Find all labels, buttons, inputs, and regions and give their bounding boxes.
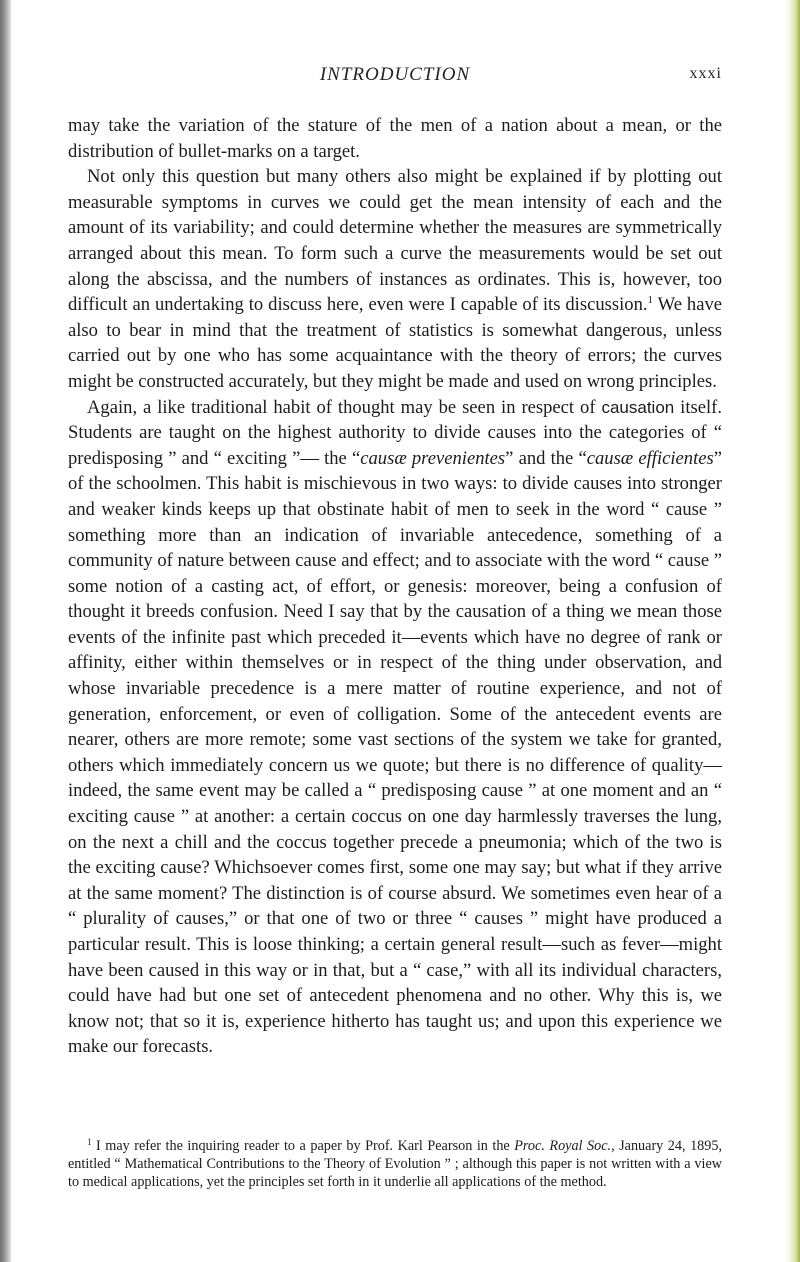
running-title: INTRODUCTION [319, 64, 471, 85]
footnote-reference: 1 [647, 294, 654, 307]
paragraph: Again, a like traditional habit of thought may be seen in respect of causation itself. Students are taught on the highest authority to divide causes into the categories of “ predisposing ” and “ exciting ”— the “causæ prevenientes” and the “causæ efficientes” of the schoolmen. This habit is mischievous in two ways: to divide causes into stronger and weaker kinds keeps up that obstinate habit of men to seek in the word “ cause ” something more than an indication of invariable antecedence, something of a community of nature between cause and effect; and to associate with the word “ cause ” some notion of a casting act, of effort, or genesis: moreover, being a confusion of thought it breeds confusion. Need I say that by the causation of a thing we mean those events of the infinite past which preceded it—events which have no degree of rank or affinity, either within themselves or in respect of the thing under observation, and whose invariable precedence is a mere matter of routine experience, and not of generation, enforcement, or even of colligation. Some of the antecedent events are nearer, others are more remote; some vast sections of the system we take for granted, others which immediately concern us we quote; but there is no difference of quality—indeed, the same event may be called a “ predisposing cause ” at one moment and an “ exciting cause ” at another: a certain coccus on one day harmlessly traverses the lung, on the next a chill and the coccus together precede a pneumonia; which of the two is the exciting cause? Whichsoever comes first, some one may say; but what if they arrive at the same moment? The distinction is of course absurd. We sometimes even hear of a “ plurality of causes,” or that one of two or three “ causes ” might have produced a particular result. This is loose thinking; a certain general result—such as fever—might have been caused in this way or in that, but a “ case,” with all its individual characters, could have had but one set of antecedent phenomena and no other. Why this is, we know not; that so it is, experience hitherto has taught us; and upon this experience we make our forecasts. [68, 396, 723, 1058]
paragraph: Not only this question but many others also might be explained if by plotting out measurable symptoms in curves we could get the mean intensity of each and the amount of its variability; and could determine whether the measures are symmetrically arranged about this mean. To form such a curve the measurements would be set out along the abscissa, and the numbers of instances as ordinates. This is, however, too difficult an undertaking to discuss here, even were I capable of its discussion.$^1$ We have also to bear in mind that the treatment of statistics is somewhat dangerous, unless carried out by one who has some acquaintance with the theory of errors; the curves might be constructed accurately, but they might be made and used on wrong principles. [68, 166, 722, 392]
body-text [68, 113, 722, 1060]
journal-title: Proc. Royal Soc. [514, 1138, 612, 1154]
paragraph: may take the variation of the stature of the men of a nation about a mean, or the distribution of bullet-marks on a target. [68, 115, 722, 162]
latin-term: causæ efficientes [586, 447, 714, 469]
page-right-edge [784, 0, 800, 1262]
footnote-marker: 1 [87, 1137, 92, 1147]
page-left-edge [0, 0, 12, 1262]
running-header [68, 64, 722, 90]
footnote: $^1$ I may refer the inquiring reader to a paper by Prof. Karl Pearson in the Proc. Royal Soc., January 24, 1895, entitled “ Mathematical Contributions to the Theory of Evolution ” ; although this paper is not written with a view to medical applications, yet the principles set forth in it underlie all applications of the method. [68, 1137, 722, 1190]
page-number: xxxi [689, 65, 722, 82]
emphasized-term: causation [601, 397, 675, 417]
latin-term: causæ prevenientes [360, 447, 506, 469]
